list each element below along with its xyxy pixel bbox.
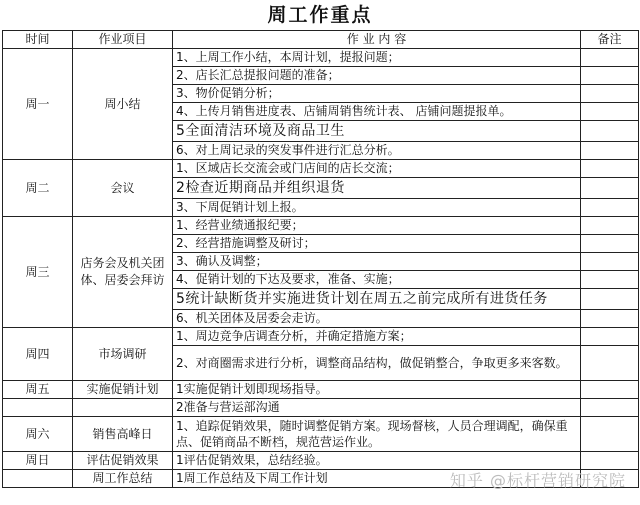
table-row xyxy=(3,399,639,417)
content-cell: 2、对商圈需求进行分析，调整商品结构，做促销整合，争取更多来客数。 xyxy=(173,346,581,381)
project-cell: 周小结 xyxy=(73,49,173,160)
page-title: 周工作重点 xyxy=(267,4,373,26)
note-cell xyxy=(581,328,639,346)
content-cell: 6、对上周记录的突发事件进行汇总分析。 xyxy=(173,142,581,160)
content-cell: 3、物价促销分析； xyxy=(173,85,581,103)
note-cell xyxy=(581,121,639,142)
project-cell: 店务会及机关团体、居委会拜访 xyxy=(73,217,173,328)
note-cell xyxy=(581,142,639,160)
note-cell xyxy=(581,199,639,217)
note-cell xyxy=(581,217,639,235)
note-cell xyxy=(581,178,639,199)
note-cell xyxy=(581,49,639,67)
header-note: 备注 xyxy=(581,31,639,49)
note-cell xyxy=(581,271,639,289)
table-row xyxy=(3,217,639,235)
project-cell xyxy=(73,399,173,417)
table-row xyxy=(3,328,639,346)
project-cell: 实施促销计划 xyxy=(73,381,173,399)
content-cell: 1、追踪促销效果，随时调整促销方案。现场督核，人员合理调配，确保重点、促销商品不断档，规范营运作业。 xyxy=(173,417,581,452)
content-cell: 2准备与营运部沟通 xyxy=(173,399,581,417)
content-cell: 1、经营业绩通报纪要； xyxy=(173,217,581,235)
note-cell xyxy=(581,346,639,381)
content-cell: 1周工作总结及下周工作计划 xyxy=(173,470,581,488)
weekly-work-table xyxy=(2,30,639,488)
watermark: 知乎 @标杆营销研究院 xyxy=(449,471,626,490)
table-row xyxy=(3,381,639,399)
table-body xyxy=(3,49,639,488)
day-cell xyxy=(3,399,73,417)
project-cell: 销售高峰日 xyxy=(73,417,173,452)
content-cell: 4、促销计划的下达及要求，准备、实施； xyxy=(173,271,581,289)
day-cell: 周日 xyxy=(3,452,73,470)
content-cell: 2、经营措施调整及研讨； xyxy=(173,235,581,253)
header-content: 作 业 内 容 xyxy=(173,31,581,49)
note-cell xyxy=(581,235,639,253)
note-cell xyxy=(581,85,639,103)
table-row xyxy=(3,160,639,178)
note-cell xyxy=(581,103,639,121)
project-cell: 市场调研 xyxy=(73,328,173,381)
content-cell: 1、区域店长交流会或门店间的店长交流； xyxy=(173,160,581,178)
note-cell xyxy=(581,160,639,178)
content-cell: 1实施促销计划即现场指导。 xyxy=(173,381,581,399)
note-cell xyxy=(581,289,639,310)
content-cell: 1评估促销效果，总结经验。 xyxy=(173,452,581,470)
note-cell xyxy=(581,381,639,399)
table-row xyxy=(3,417,639,452)
content-cell: 1、周边竞争店调查分析，并确定措施方案； xyxy=(173,328,581,346)
day-cell: 周六 xyxy=(3,417,73,452)
content-cell: 2检查近期商品并组织退货 xyxy=(173,178,581,199)
project-cell: 评估促销效果 xyxy=(73,452,173,470)
header-project: 作业项目 xyxy=(73,31,173,49)
content-cell: 2、店长汇总提报问题的准备； xyxy=(173,67,581,85)
note-cell xyxy=(581,399,639,417)
note-cell xyxy=(581,417,639,452)
day-cell: 周三 xyxy=(3,217,73,328)
header-row xyxy=(3,31,639,49)
header-time: 时间 xyxy=(3,31,73,49)
content-cell: 3、确认及调整； xyxy=(173,253,581,271)
content-cell: 5统计缺断货并实施进货计划在周五之前完成所有进货任务 xyxy=(173,289,581,310)
content-cell: 4、上传月销售进度表、店铺周销售统计表、 店铺问题提报单。 xyxy=(173,103,581,121)
day-cell xyxy=(3,470,73,488)
content-cell: 3、下周促销计划上报。 xyxy=(173,199,581,217)
content-cell: 5全面清洁环境及商品卫生 xyxy=(173,121,581,142)
project-cell: 周工作总结 xyxy=(73,470,173,488)
day-cell: 周四 xyxy=(3,328,73,381)
note-cell xyxy=(581,310,639,328)
note-cell xyxy=(581,452,639,470)
table-row xyxy=(3,49,639,67)
content-cell: 1、上周工作小结，本周计划，提报问题； xyxy=(173,49,581,67)
note-cell xyxy=(581,253,639,271)
day-cell: 周二 xyxy=(3,160,73,217)
project-cell: 会议 xyxy=(73,160,173,217)
day-cell: 周五 xyxy=(3,381,73,399)
content-cell: 6、机关团体及居委会走访。 xyxy=(173,310,581,328)
table-row xyxy=(3,452,639,470)
day-cell: 周一 xyxy=(3,49,73,160)
note-cell xyxy=(581,67,639,85)
